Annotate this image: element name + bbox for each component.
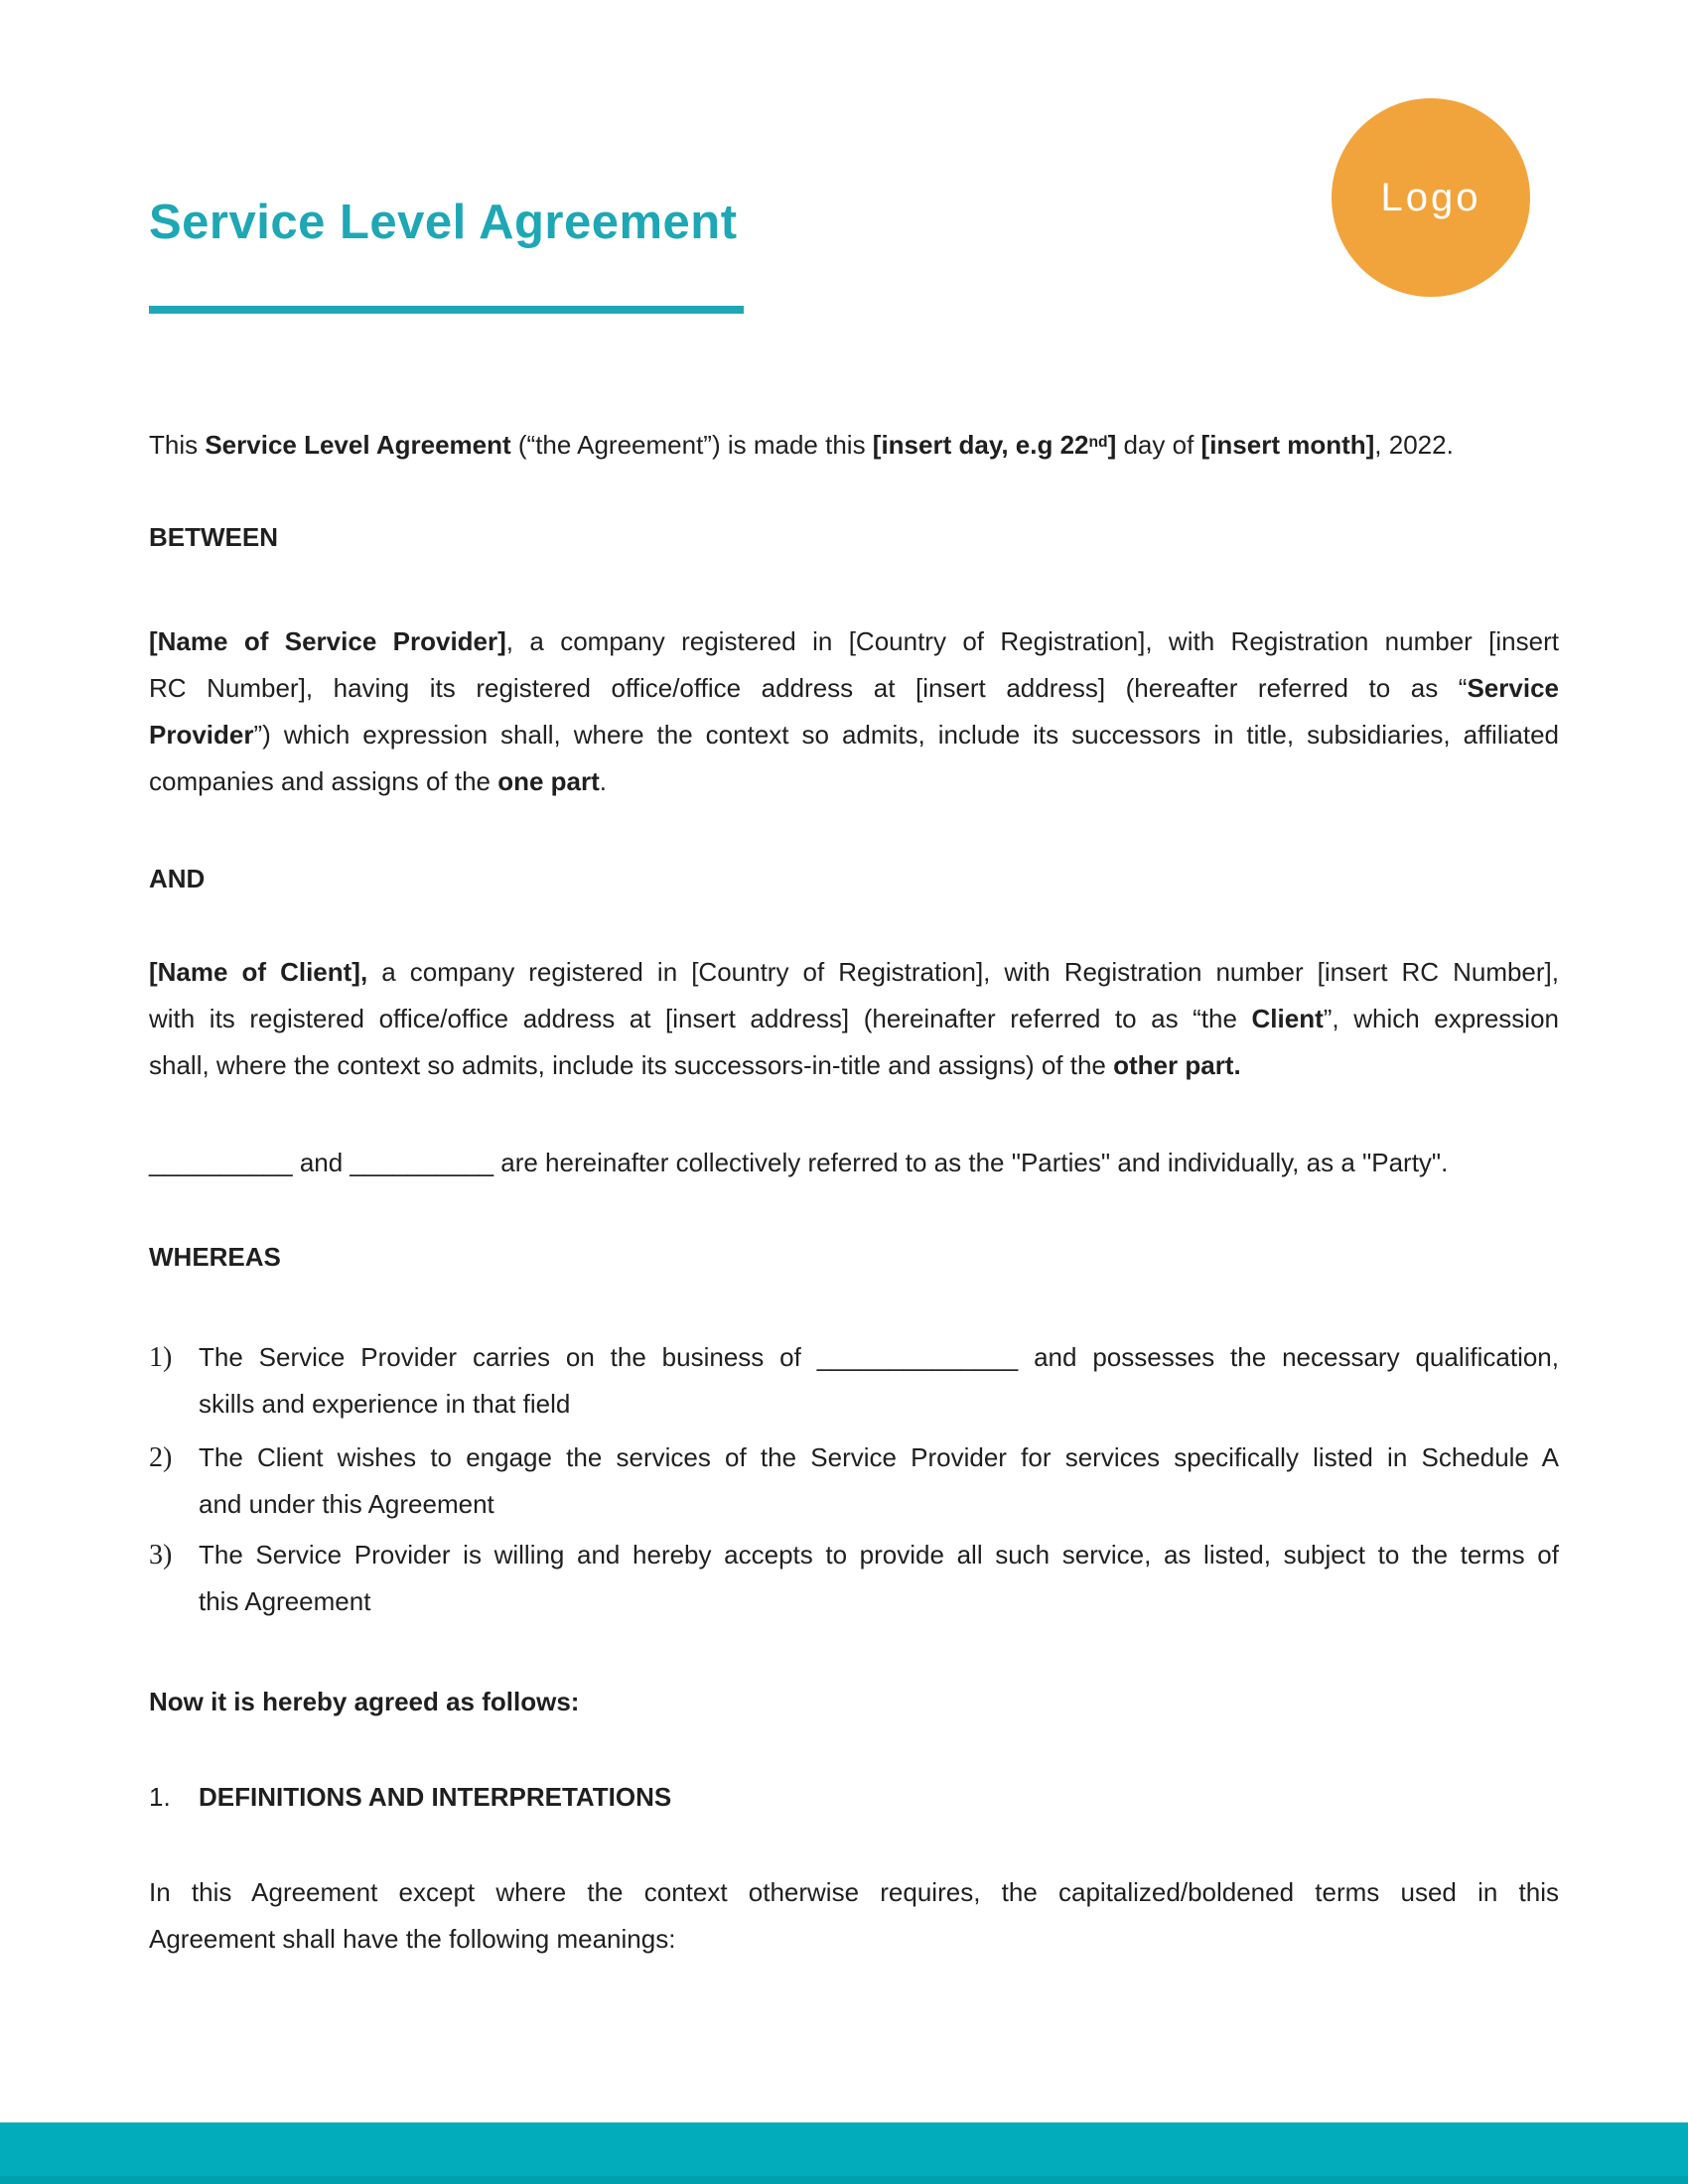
list-item: [149, 1334, 1559, 1428]
text-line: This Service Level Agreement (“the Agreement”) is made this [insert day, e.g 22nd] day of [insert month], 2022.: [149, 430, 1454, 460]
text-line: Provider”) which expression shall, where the context so admits, include its successors in title, subsidiaries, affiliated: [149, 720, 1559, 750]
parties-paragraph: [149, 1140, 1559, 1186]
text-line: In this Agreement except where the context otherwise requires, the capitalized/boldened terms used in this: [149, 1877, 1559, 1907]
text-line: this Agreement: [199, 1586, 371, 1616]
list-marker: 3): [149, 1540, 173, 1570]
list-item: [149, 1434, 1559, 1528]
client-paragraph: [149, 949, 1559, 1089]
whereas-list: [149, 1334, 1559, 1632]
text-line: WHEREAS: [149, 1242, 281, 1272]
text-line: companies and assigns of the one part.: [149, 766, 608, 796]
text-line: Agreement shall have the following meanings:: [149, 1924, 676, 1954]
text-line: skills and experience in that field: [199, 1389, 571, 1419]
page-title: Service Level Agreement: [149, 196, 738, 249]
text-line: Now it is hereby agreed as follows:: [149, 1687, 580, 1716]
list-item: [149, 1774, 1559, 1821]
definitions-intro-paragraph: [149, 1869, 1559, 1963]
text-line: DEFINITIONS AND INTERPRETATIONS: [199, 1782, 672, 1812]
text-line: The Service Provider carries on the business of ______________ and possesses the necessary qualification,: [199, 1342, 1559, 1372]
text-line: [Name of Service Provider], a company registered in [Country of Registration], with Registration number [insert: [149, 626, 1559, 656]
text-line: BETWEEN: [149, 522, 278, 552]
intro-paragraph: [149, 422, 1559, 469]
footer-accent-bar: [0, 2122, 1688, 2176]
list-marker: 1.: [149, 1782, 171, 1812]
text-line: AND: [149, 864, 206, 893]
whereas-heading: [149, 1234, 1559, 1281]
text-line: [Name of Client], a company registered in [Country of Registration], with Registration number [insert RC Number],: [149, 957, 1559, 987]
and-heading: [149, 856, 1559, 902]
text-line: RC Number], having its registered office/office address at [insert address] (hereafter referred to as “Service: [149, 673, 1559, 703]
list-marker: 2): [149, 1442, 173, 1473]
between-heading: [149, 514, 1559, 561]
service-provider-paragraph: [149, 618, 1559, 805]
text-line: shall, where the context so admits, include its successors-in-title and assigns) of the other part.: [149, 1050, 1241, 1080]
text-line: The Service Provider is willing and hereby accepts to provide all such service, as listed, subject to the terms of: [199, 1540, 1559, 1570]
list-item: [149, 1532, 1559, 1625]
logo-label: Logo: [1380, 175, 1481, 219]
agreed-as-follows-heading: [149, 1679, 1559, 1725]
text-line: __________ and __________ are hereinafter collectively referred to as the "Parties" and individually, as a "Party".: [149, 1148, 1449, 1177]
text-line: with its registered office/office address at [insert address] (hereinafter referred to as “the Client”, which expression: [149, 1004, 1559, 1033]
list-marker: 1): [149, 1342, 173, 1373]
footer-accent-edge: [0, 2176, 1688, 2184]
definitions-heading: [149, 1774, 1559, 1821]
text-line: and under this Agreement: [199, 1489, 494, 1519]
text-line: The Client wishes to engage the services of the Service Provider for services specifically listed in Schedule A: [199, 1442, 1559, 1472]
